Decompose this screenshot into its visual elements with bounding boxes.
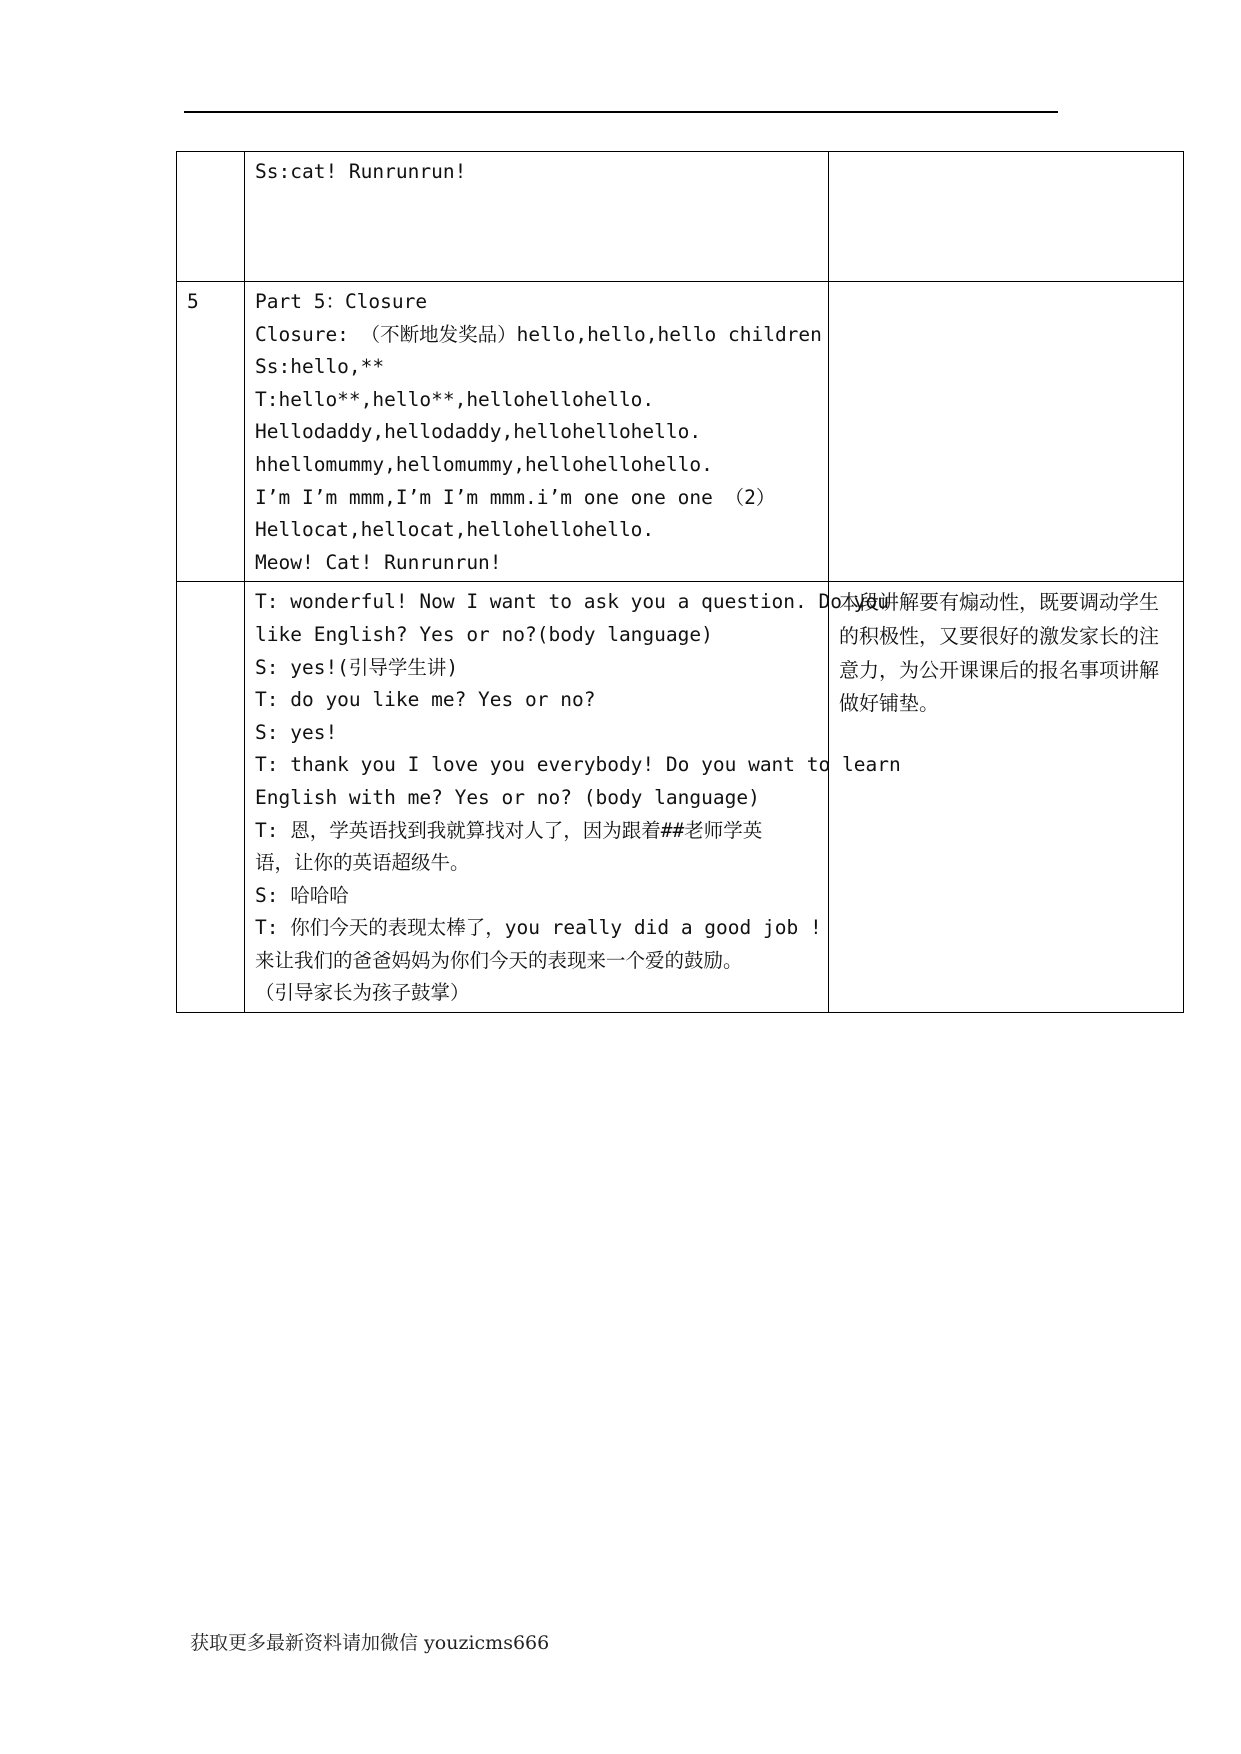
activity-content-cell (245, 152, 829, 282)
lesson-plan-table (176, 151, 1184, 1013)
content-line: Ss:cat! Runrunrun! (255, 160, 467, 183)
content-line: S: 哈哈哈 (255, 883, 349, 907)
table-row (177, 282, 1184, 582)
content-line: Meow! Cat! Runrunrun! (255, 550, 502, 574)
table-row (177, 152, 1184, 282)
content-line: like English? Yes or no?(body language) (255, 622, 713, 646)
activity-content-cell (245, 582, 901, 1013)
teaching-note-cell (829, 152, 1184, 282)
content-line: T:hello**,hello**,hellohellohello. (255, 387, 655, 411)
content-line: English with me? Yes or no? (body language) (255, 785, 760, 809)
content-line: hhellomummy,hellomummy,hellohellohello. (255, 452, 713, 476)
content-line: T: do you like me? Yes or no? (255, 688, 596, 712)
teaching-note: 本段讲解要有煽动性，既要调动学生的积极性，又要很好的激发家长的注意力，为公开课课后的报名事项讲解做好铺垫。 (839, 590, 1159, 716)
teaching-note-cell (829, 582, 1184, 1013)
step-number-cell (177, 582, 245, 1013)
header-rule (184, 111, 1058, 113)
content-line: （引导家长为孩子鼓掌） (255, 981, 470, 1005)
content-line: Hellodaddy,hellodaddy,hellohellohello. (255, 420, 702, 444)
content-line: T: wonderful! Now I want to ask you a question. Do you (255, 590, 889, 614)
table-row (177, 582, 1184, 1013)
content-line: Closure: （不断地发奖品）hello,hello,hello children (255, 322, 822, 346)
content-line: T: thank you I love you everybody! Do you want to learn (255, 753, 901, 777)
content-line: Ss:hello,** (255, 355, 385, 379)
content-line: Hellocat,hellocat,hellohellohello. (255, 518, 655, 542)
step-number-cell (177, 282, 245, 582)
activity-content-cell (245, 282, 829, 582)
content-line: T: 恩，学英语找到我就算找对人了，因为跟着##老师学英 (255, 818, 763, 842)
content-line: T: 你们今天的表现太棒了，you really did a good job ! (255, 916, 822, 940)
content-line: 语，让你的英语超级牛。 (255, 851, 470, 875)
content-line: I’m I’m mmm,I’m I’m mmm.i’m one one one （2） (255, 485, 776, 509)
content-line: 来让我们的爸爸妈妈为你们今天的表现来一个爱的鼓励。 (255, 948, 743, 972)
content-line: S: yes! (255, 720, 338, 744)
step-number: 5 (187, 290, 199, 313)
step-number-cell (177, 152, 245, 282)
footer-contact-text: 获取更多最新资料请加微信 youzicms666 (190, 1632, 550, 1654)
content-line: Part 5：Closure (255, 290, 428, 313)
teaching-note-cell (829, 282, 1184, 582)
content-line: S: yes!(引导学生讲) (255, 655, 459, 679)
